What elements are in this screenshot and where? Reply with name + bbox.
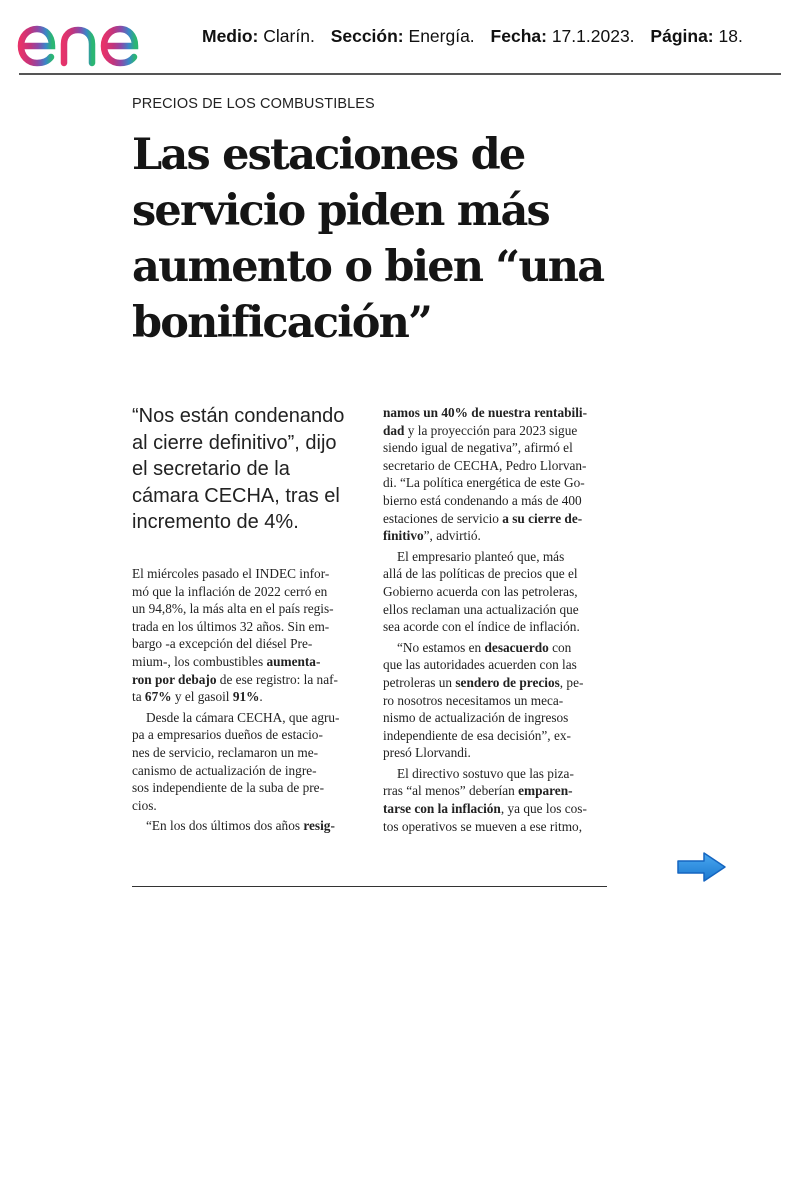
text-run: petroleras un	[383, 674, 456, 690]
bold-run: resig-	[303, 818, 335, 834]
paragraph	[383, 548, 613, 636]
text-line	[383, 782, 613, 800]
text-line: secretario de CECHA, Pedro Llorvan-	[383, 457, 587, 473]
text-line	[132, 653, 364, 671]
paragraph	[383, 765, 613, 835]
article-column-right	[383, 404, 613, 835]
text-run: rras “al menos” deberían	[383, 783, 519, 799]
paragraph	[132, 817, 364, 835]
text-line	[132, 817, 364, 835]
text-run: , ya que los cos-	[500, 801, 587, 817]
text-line	[383, 639, 613, 657]
bold-run: finitivo	[383, 528, 424, 544]
text-line: di. “La política energética de este Go-	[383, 475, 585, 491]
text-run: , pe-	[559, 674, 584, 690]
text-line: un 94,8%, la más alta en el país regis-	[132, 601, 334, 617]
article-headline	[132, 127, 622, 351]
text-run: mium-, los combustibles	[132, 653, 267, 669]
publication-metadata	[202, 26, 743, 47]
text-line: El miércoles pasado el INDEC infor-	[132, 566, 330, 581]
text-line: ellos reclaman una actualización que	[383, 601, 579, 617]
text-line: Desde la cámara CECHA, que agru-	[146, 709, 340, 725]
paragraph	[383, 639, 613, 762]
article-kicker: PRECIOS DE LOS COMBUSTIBLES	[132, 96, 375, 112]
fecha-label: Fecha:	[490, 26, 547, 46]
text-line: sea acorde con el índice de inflación.	[383, 619, 580, 635]
text-run: y la proyección para 2023 sigue	[404, 422, 578, 438]
text-line: trada en los últimos 32 años. Sin em-	[132, 618, 330, 634]
headline-line: aumento o bien “una	[132, 242, 604, 292]
text-line: allá de las políticas de precios que el	[383, 566, 578, 582]
right-arrow-icon[interactable]	[676, 850, 728, 884]
text-line	[132, 671, 364, 689]
text-line	[132, 688, 364, 706]
text-line: nes de servicio, reclamaron un me-	[132, 744, 319, 760]
text-run: con	[548, 639, 572, 655]
text-run: “No estamos en	[397, 639, 485, 655]
text-run: de ese registro: la naf-	[216, 671, 338, 687]
text-line: canismo de actualización de ingre-	[132, 762, 317, 778]
headline-line: servicio piden más	[132, 186, 549, 236]
text-run: y el gasoil	[171, 689, 233, 705]
pagina-value: 18.	[718, 26, 743, 46]
medio-label: Medio:	[202, 26, 259, 46]
bold-run: 91%	[232, 689, 260, 705]
text-line	[383, 527, 613, 545]
text-line: pa a empresarios dueños de estacio-	[132, 727, 323, 743]
text-run: estaciones de servicio	[383, 510, 503, 526]
paragraph	[132, 565, 364, 706]
text-run: .	[259, 689, 263, 705]
bold-run: tarse con la inflación	[383, 801, 501, 817]
enel-logo	[16, 16, 168, 68]
bold-run: aumenta-	[266, 653, 321, 669]
lede-line: al cierre definitivo”, dijo	[132, 431, 337, 454]
header-divider	[19, 73, 781, 75]
headline-line: Las estaciones de	[132, 130, 525, 180]
text-line: Gobierno acuerda con las petroleras,	[383, 583, 578, 599]
text-line: sos independiente de la suba de pre-	[132, 780, 324, 796]
text-line: cios.	[132, 797, 157, 813]
text-line: que las autoridades acuerden con las	[383, 657, 577, 673]
medio-value: Clarín.	[263, 26, 315, 46]
text-line: bierno está condenando a más de 400	[383, 492, 582, 508]
seccion-value: Energía.	[408, 26, 475, 46]
text-line	[383, 404, 613, 422]
text-run: ta	[132, 689, 145, 705]
seccion-label: Sección:	[330, 26, 404, 46]
bold-run: namos un 40% de nuestra rentabili-	[383, 405, 588, 420]
paragraph	[383, 404, 613, 545]
bold-run: ron por debajo	[132, 671, 217, 687]
bold-run: emparen-	[518, 783, 573, 799]
article-lede	[132, 403, 372, 536]
text-line: El empresario planteó que, más	[397, 548, 565, 564]
bold-run: desacuerdo	[484, 639, 549, 655]
text-run: “En los dos últimos dos años	[146, 818, 304, 834]
bold-run: dad	[383, 422, 405, 438]
pagina-label: Página:	[650, 26, 714, 46]
text-line	[383, 422, 613, 440]
text-line: ro nosotros necesitamos un meca-	[383, 692, 564, 708]
article-end-divider	[132, 886, 607, 887]
text-run: ”, advirtió.	[423, 528, 481, 544]
text-line: bargo -a excepción del diésel Pre-	[132, 636, 313, 652]
lede-line: el secretario de la	[132, 458, 290, 480]
text-line	[383, 674, 613, 692]
text-line	[383, 510, 613, 528]
text-line: El directivo sostuvo que las piza-	[397, 765, 574, 781]
bold-run: 67%	[144, 689, 172, 705]
text-line: independiente de esa decisión”, ex-	[383, 727, 571, 743]
headline-line: bonificación”	[132, 298, 432, 348]
paragraph	[132, 709, 364, 815]
bold-run: a su cierre de-	[502, 510, 583, 526]
text-line: nismo de actualización de ingresos	[383, 710, 569, 726]
article-column-left	[132, 565, 364, 835]
text-line: mó que la inflación de 2022 cerró en	[132, 583, 328, 599]
lede-line: “Nos están condenando	[132, 405, 345, 427]
fecha-value: 17.1.2023.	[551, 26, 635, 46]
text-line: tos operativos se mueven a ese ritmo,	[383, 818, 583, 834]
text-line: siendo igual de negativa”, afirmó el	[383, 440, 573, 456]
text-line: presó Llorvandi.	[383, 745, 471, 761]
lede-line: cámara CECHA, tras el	[132, 484, 340, 507]
text-line	[383, 800, 613, 818]
bold-run: sendero de precios	[455, 674, 560, 690]
lede-line: incremento de 4%.	[132, 511, 299, 533]
